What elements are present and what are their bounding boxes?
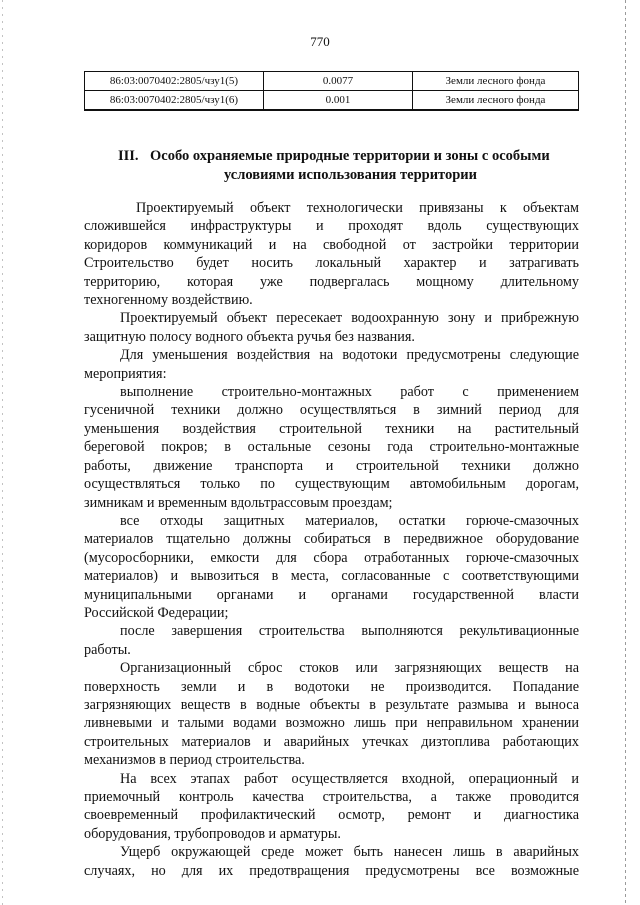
text-line: загрязняющих веществ в водные объекты в результате размыва и выноса [84, 696, 579, 713]
text-line: оборудования, трубопроводов и арматуры. [84, 825, 341, 842]
text-line: техногенному воздействию. [84, 292, 253, 309]
table-row [85, 91, 579, 111]
text-line: зимникам и временным вдольтрассовым проездам; [84, 494, 393, 511]
text-line: сложившейся инфраструктуры и проходят вдоль существующих [84, 218, 579, 235]
text-line: муниципальными органами и органами государственной власти [84, 586, 579, 603]
text-line: территорию, которая уже подвергалась мощному длительному [84, 273, 579, 290]
table-row [85, 72, 579, 91]
parcel-category-cell: Земли лесного фонда [413, 91, 579, 111]
text-line: Организационный сброс стоков или загрязняющих веществ на [120, 660, 579, 677]
parcel-area-cell: 0.0077 [264, 72, 413, 91]
parcel-area-cell: 0.001 [264, 91, 413, 111]
text-line: защитную полосу водного объекта ручья без названия. [84, 328, 415, 345]
text-line: случаях, но для их предотвращения предусмотрены все возможные [84, 862, 579, 879]
text-line: механизмов в период строительства. [84, 752, 305, 769]
text-line: работы. [84, 641, 131, 658]
text-line: Проектируемый объект пересекает водоохранную зону и прибрежную [120, 310, 579, 327]
section-title-line-2: условиями использования территории [223, 167, 478, 183]
text-line: приемочный контроль качества строительства, а также проводится [84, 789, 579, 805]
page-number: 770 [310, 34, 330, 49]
text-line: осуществляться только по существующим автомобильным дорогам, [84, 476, 579, 493]
text-line: На всех этапах работ осуществляется входной, операционный и [120, 770, 579, 787]
text-line: ливневыми и талыми водами возможно лишь при неправильном хранении [84, 715, 579, 732]
text-line: Для уменьшения воздействия на водотоки предусмотрены следующие [120, 347, 579, 364]
text-line: материалов) и вывозиться в места, согласованные с соответствующими [84, 568, 579, 585]
text-line: Проектируемый объект технологически привязаны к объектам [136, 200, 579, 216]
scan-edge-left [2, 0, 3, 905]
scan-edge-right [625, 0, 626, 905]
parcel-id-cell: 86:03:0070402:2805/чзу1(6) [85, 91, 264, 111]
text-line: поверхность земли и в водотоки не производится. Попадание [84, 678, 579, 695]
text-line: Российской Федерации; [84, 604, 229, 621]
parcel-category-cell: Земли лесного фонда [413, 72, 579, 91]
parcel-id-cell: 86:03:0070402:2805/чзу1(5) [85, 72, 264, 91]
section-number: III. [118, 148, 139, 164]
text-line: гусеничной техники должно осуществляться в зимний период для [84, 402, 579, 419]
text-line: материалов тщательно должны собираться в передвижное оборудование [84, 531, 579, 548]
parcels-table [84, 71, 579, 111]
text-line: (мусоросборники, емкости для сбора отработанных горюче-смазочных [84, 549, 579, 566]
text-line: уменьшения воздействия строительной техники на растительный [84, 420, 579, 437]
text-line: коридоров коммуникаций и на свободной от застройки территории [84, 236, 579, 253]
text-line: все отходы защитных материалов, остатки горюче-смазочных [120, 512, 579, 529]
text-line: Строительство будет носить локальный характер и затрагивать [84, 255, 579, 272]
text-line: Ущерб окружающей среде может быть нанесен лишь в аварийных [120, 844, 579, 861]
text-line: работы, движение транспорта и строительной техники должно [84, 457, 579, 474]
text-line: выполнение строительно-монтажных работ с применением [120, 384, 579, 401]
body-text [84, 199, 579, 880]
text-line: своевременный профилактический осмотр, ремонт и диагностика [84, 807, 579, 824]
text-line: береговой покров; в остальные сезоны года строительно-монтажные [84, 439, 579, 456]
text-line: строительных материалов и аварийных утечках дизтоплива работающих [84, 733, 579, 750]
section-title-line-1: Особо охраняемые природные территории и зоны с особыми [150, 148, 550, 164]
text-line: мероприятия: [84, 365, 167, 382]
text-line: после завершения строительства выполняются рекультивационные [120, 623, 579, 640]
